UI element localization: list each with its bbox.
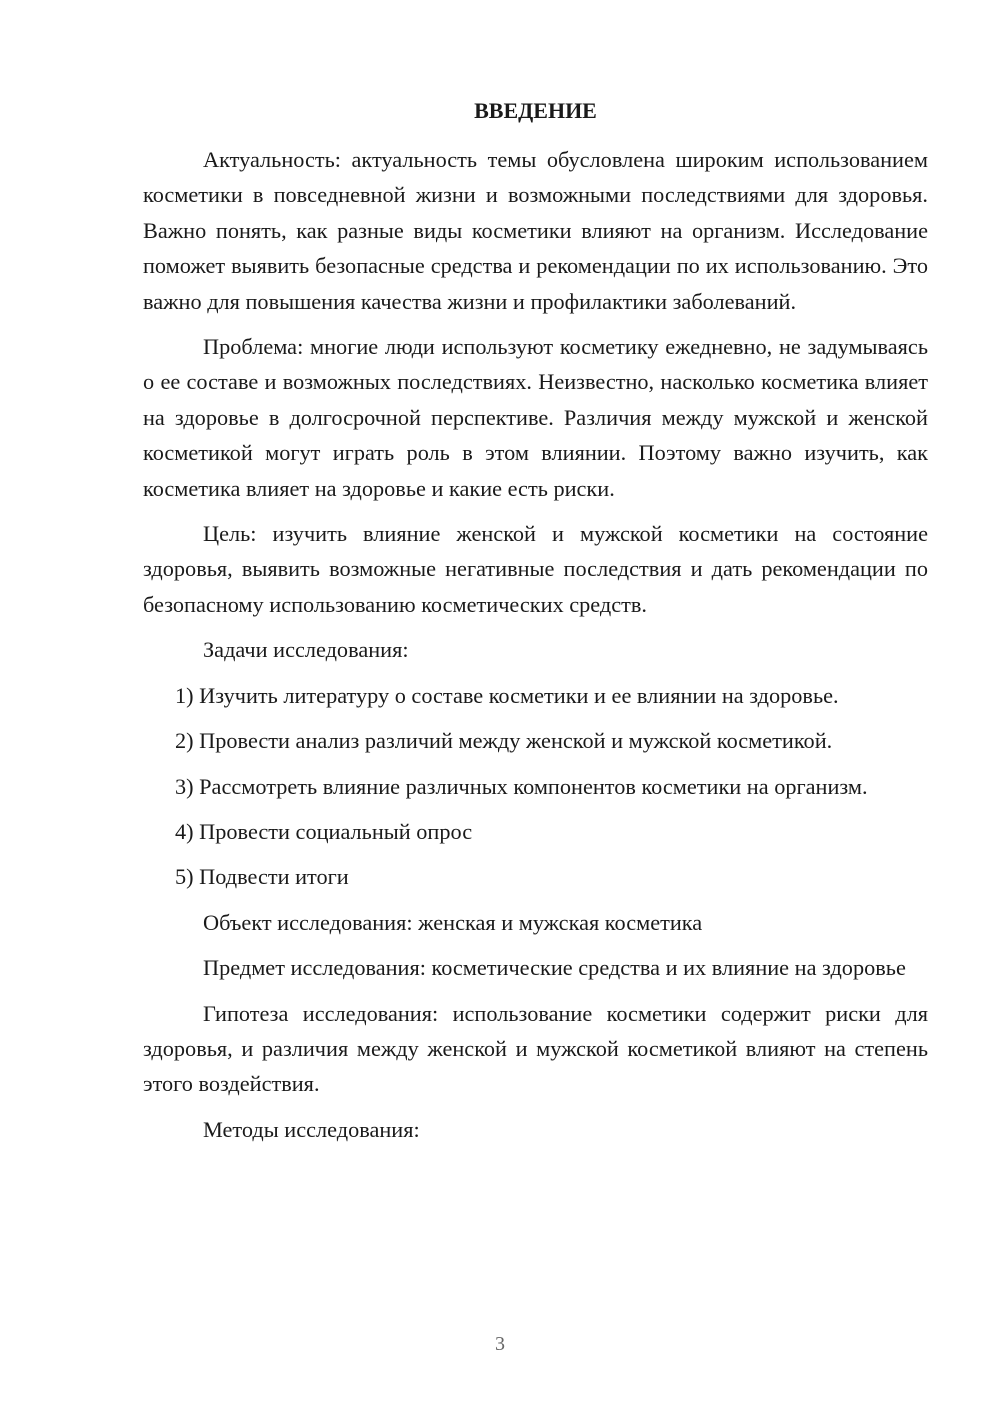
page-title: ВВЕДЕНИЕ xyxy=(474,98,597,123)
paragraph-goal: Цель: изучить влияние женской и мужской косметики на состояние здоровья, выявить возможные негативные последствия и дать рекомендации по безопасному использованию косметических средств. xyxy=(143,521,928,617)
document-body xyxy=(143,142,928,1157)
paragraph-hypothesis: Гипотеза исследования: использование косметики содержит риски для здоровья, и различия между женской и мужской косметикой влияют на степень этого воздействия. xyxy=(143,1000,928,1097)
paragraph-methods: Методы исследования: xyxy=(203,1116,420,1142)
paragraph-problem: Проблема: многие люди используют косметику ежедневно, не задумываясь о ее составе и возможных последствиях. Неизвестно, насколько косметика влияет на здоровье в долгосрочной перспективе. Различия между мужской и женской косметикой могут играть роль в этом влиянии. Поэтому важно изучить, как косметика влияет на здоровье и какие есть риски. xyxy=(143,334,928,501)
task-item-1: 1) Изучить литературу о составе косметики и ее влиянии на здоровье. xyxy=(175,682,839,708)
task-item-3: 3) Рассмотреть влияние различных компонентов косметики на организм. xyxy=(175,773,868,799)
paragraph-object: Объект исследования: женская и мужская косметика xyxy=(203,909,703,935)
paragraph-relevance: Актуальность: актуальность темы обусловлена широким использованием косметики в повседневной жизни и возможными последствиями для здоровья. Важно понять, как разные виды косметики влияют на организм. Исследование поможет выявить безопасные средства и рекомендации по их использованию. Это важно для повышения качества жизни и профилактики заболеваний. xyxy=(143,147,928,314)
task-item-4: 4) Провести социальный опрос xyxy=(175,818,473,844)
paragraph-subject: Предмет исследования: косметические средства и их влияние на здоровье xyxy=(203,955,906,981)
page-number: 3 xyxy=(495,1333,505,1355)
task-item-2: 2) Провести анализ различий между женской и мужской косметикой. xyxy=(175,728,833,754)
task-item-5: 5) Подвести итоги xyxy=(175,864,349,890)
paragraph-tasks-heading: Задачи исследования: xyxy=(203,637,409,663)
